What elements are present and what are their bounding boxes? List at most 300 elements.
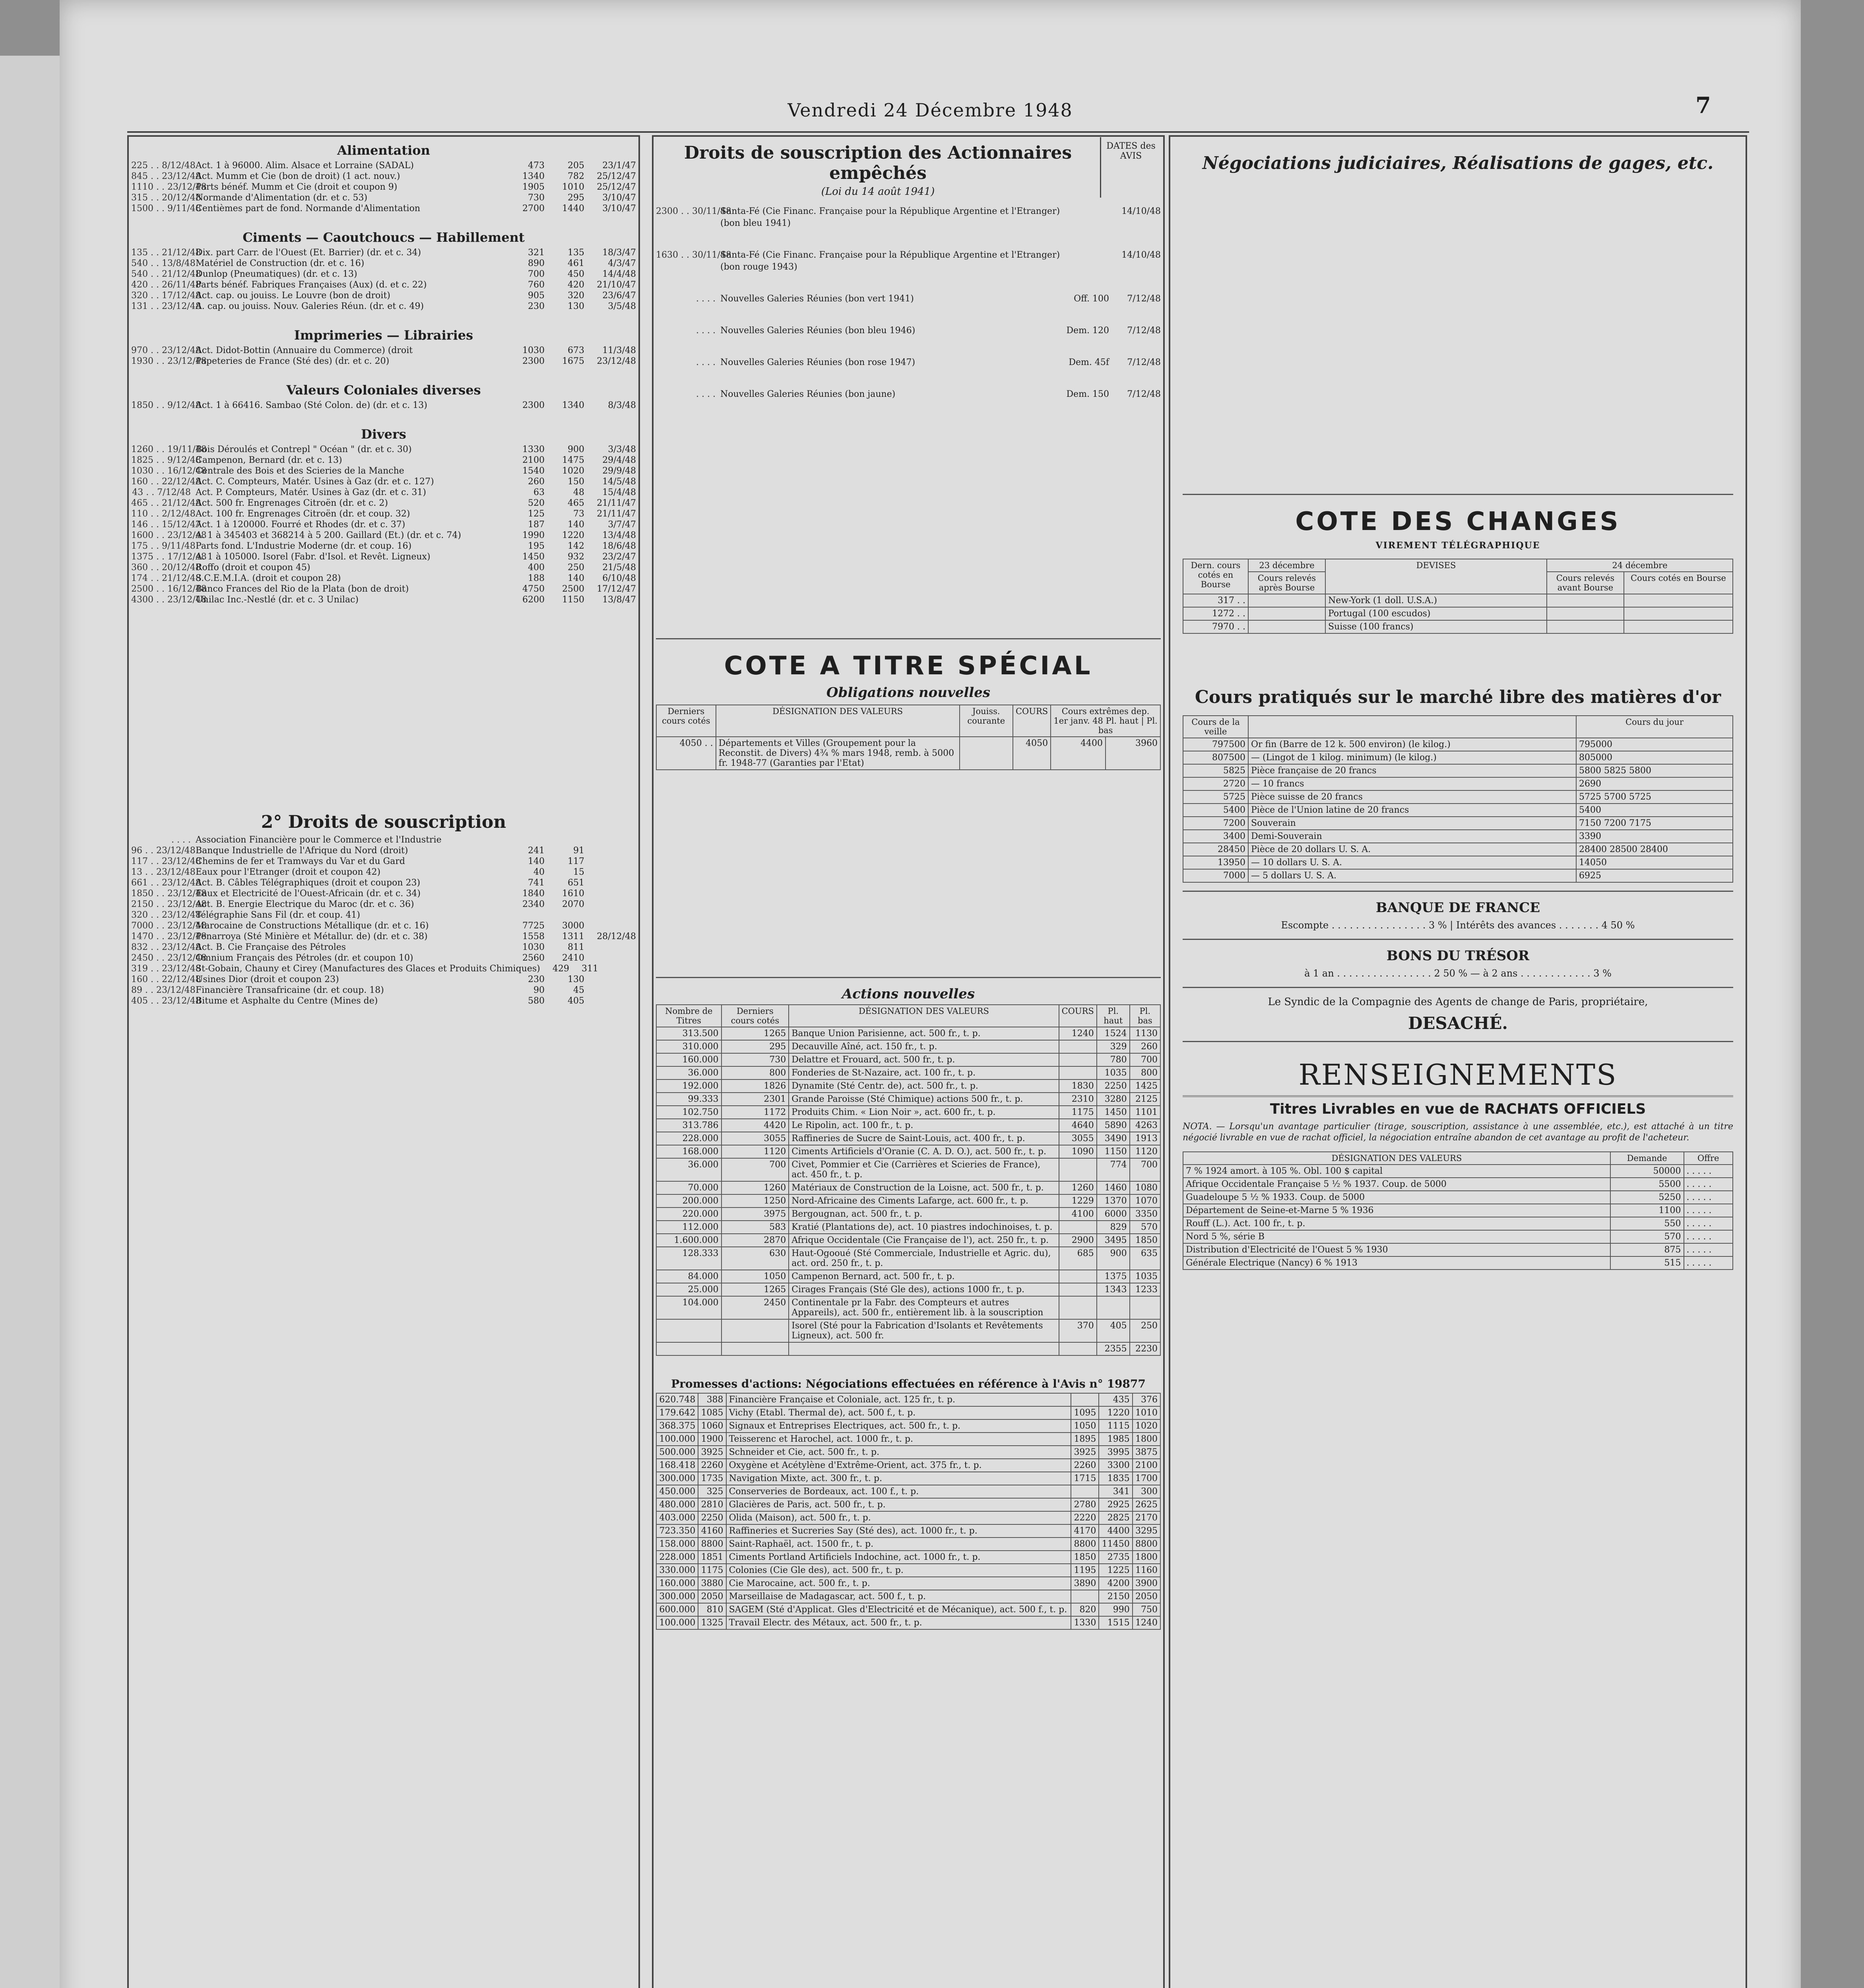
row-low: 295: [568, 193, 584, 203]
table-cell: — 10 dollars U. S. A.: [1248, 856, 1576, 869]
table-cell: 2220: [1071, 1511, 1099, 1524]
row-date: 320 . . 23/12/48: [131, 910, 201, 920]
table-cell: Schneider et Cie, act. 500 fr., t. p.: [726, 1446, 1071, 1459]
ciments-section: [131, 230, 636, 312]
table-cell: 5400: [1576, 804, 1733, 817]
table-cell: Nord 5 %, série B: [1183, 1230, 1610, 1243]
table-cell: 1101: [1130, 1106, 1160, 1119]
table-cell: 1070: [1130, 1194, 1160, 1208]
table-row: [1183, 751, 1733, 764]
row-title: Dunlop (Pneumatiques) (dr. et c. 13): [196, 269, 357, 279]
row-date: . . . .: [696, 357, 716, 367]
row-date-extreme: [584, 910, 636, 920]
table-cell: 800: [1130, 1066, 1160, 1079]
table-cell: 3295: [1133, 1524, 1160, 1538]
table-header: Pl. haut: [1097, 1005, 1130, 1027]
table-row: [1183, 764, 1733, 777]
row-date: 1500 . . 9/11/48: [131, 204, 201, 214]
row-date: 540 . . 21/12/48: [131, 269, 201, 279]
list-item: [131, 573, 636, 584]
table-row: [656, 1319, 1160, 1342]
table-cell: 300: [1133, 1485, 1160, 1498]
row-date-extreme: 4/3/47: [608, 258, 636, 268]
row-title: Matériel de Construction (dr. et c. 16): [196, 258, 365, 268]
row-high: 905: [528, 291, 545, 301]
table-cell: Grande Paroisse (Sté Chimique) actions 500 fr., t. p.: [789, 1093, 1059, 1106]
table-cell: Souverain: [1248, 817, 1576, 830]
table-cell: 990: [1099, 1603, 1132, 1616]
table-cell: [1059, 1296, 1097, 1319]
table-cell: 1260: [722, 1181, 789, 1194]
list-item: [131, 455, 636, 466]
table-cell: 7200: [1183, 817, 1248, 830]
row-low: 117: [568, 856, 584, 866]
left-column: [131, 137, 636, 1988]
row-date-extreme: 3/3/48: [608, 445, 636, 454]
table-row: [1183, 1165, 1733, 1178]
section-title: Divers: [361, 427, 406, 442]
row-low: 900: [568, 445, 584, 454]
list-item: [656, 249, 1161, 273]
rule: [1183, 494, 1733, 495]
middle-column: [656, 137, 1161, 1988]
table-cell: 550: [1610, 1217, 1684, 1230]
table-header: DÉSIGNATION DES VALEURS: [716, 705, 960, 737]
table-cell: 810: [698, 1603, 726, 1616]
table-row: [1183, 1230, 1733, 1243]
table-row: [656, 1221, 1160, 1234]
table-cell: 1160: [1133, 1564, 1160, 1577]
row-date-extreme: 11/3/48: [602, 346, 636, 355]
table-row: [1183, 843, 1733, 856]
table-cell: Navigation Mixte, act. 300 fr., t. p.: [726, 1472, 1071, 1485]
table-cell: Glacières de Paris, act. 500 fr., t. p.: [726, 1498, 1071, 1511]
row-date: 2450 . . 23/12/48: [131, 953, 207, 963]
table-cell: 1375: [1097, 1270, 1130, 1283]
list-item: [131, 594, 636, 605]
row-high: 195: [528, 541, 545, 551]
row-date: 1850 . . 23/12/48: [131, 889, 207, 899]
table-cell: 1343: [1097, 1283, 1130, 1296]
rule: [1183, 939, 1733, 940]
row-low: 932: [568, 552, 584, 562]
row-date: 1110 . . 23/12/48: [131, 182, 207, 192]
table-cell: 5725: [1183, 790, 1248, 804]
row-low: [545, 835, 584, 845]
table-cell: 780: [1097, 1053, 1130, 1066]
row-date-extreme: 3/5/48: [608, 301, 636, 311]
table-cell: 774: [1097, 1158, 1130, 1181]
row-title: A. 1 à 345403 et 368214 à 5 200. Gaillard (Et.) (dr. et c. 74): [196, 530, 461, 540]
row-date: 160 . . 22/12/48: [131, 477, 201, 487]
table-cell: 1800: [1133, 1551, 1160, 1564]
row-date: 405 . . 23/12/48: [131, 996, 201, 1006]
row-title: Act. B. Energie Electrique du Maroc (dr. et c. 36): [196, 899, 414, 909]
table-cell: [1547, 620, 1624, 633]
table-cell: 100.000: [656, 1433, 698, 1446]
table-cell: 630: [722, 1247, 789, 1270]
row-date-extreme: 13/8/47: [602, 595, 636, 605]
table-cell: 1172: [722, 1106, 789, 1119]
promesses-title: Promesses d'actions: Négociations effectuées en référence à l'Avis n° 19877: [671, 1377, 1146, 1390]
table-cell: 4170: [1071, 1524, 1099, 1538]
row-high: 473: [528, 161, 545, 171]
row-date-extreme: [584, 867, 636, 878]
table-header: Derniers cours cotés: [656, 705, 716, 737]
table-row: [1183, 620, 1733, 633]
row-high: 2300: [522, 356, 545, 366]
section-title: Valeurs Coloniales diverses: [286, 382, 481, 398]
table-cell: 1050: [1071, 1419, 1099, 1433]
table-cell: 36.000: [656, 1158, 722, 1181]
table-cell: 2125: [1130, 1093, 1160, 1106]
table-cell: Delattre et Frouard, act. 500 fr., t. p.: [789, 1053, 1059, 1066]
table-cell: [1547, 607, 1624, 620]
table-cell: 50000: [1610, 1165, 1684, 1178]
table-cell: 1826: [722, 1079, 789, 1093]
table-cell: 1895: [1071, 1433, 1099, 1446]
table-row: [656, 1158, 1160, 1181]
table-cell: [1071, 1485, 1099, 1498]
list-item: [131, 963, 636, 974]
table-cell: 570: [1610, 1230, 1684, 1243]
table-cell: . . . . .: [1684, 1165, 1733, 1178]
table-row: [1183, 790, 1733, 804]
row-title: Financière Transafricaine (dr. et coup. 18): [196, 985, 384, 995]
row-date-extreme: 3/10/47: [602, 204, 636, 214]
row-high: 321: [528, 248, 545, 258]
row-date: 2150 . . 23/12/48: [131, 899, 207, 909]
table-cell: Pièce française de 20 francs: [1248, 764, 1576, 777]
imprimeries-section: [131, 328, 636, 367]
row-date: 1825 . . 9/12/48: [131, 455, 201, 465]
row-avis-date: 14/10/48: [1121, 250, 1161, 260]
row-high: 241: [528, 846, 545, 856]
table-cell: [1097, 1296, 1130, 1319]
row-high: 1340: [522, 171, 545, 181]
banque-title: BANQUE DE FRANCE: [1375, 900, 1540, 916]
table-row: [656, 1577, 1160, 1590]
rule: [1183, 1041, 1733, 1042]
list-item: [131, 910, 636, 920]
list-item: [131, 280, 636, 290]
table-cell: 260: [1130, 1040, 1160, 1053]
table-cell: 1800: [1133, 1433, 1160, 1446]
row-low: 73: [573, 509, 584, 519]
table-row: [656, 1145, 1160, 1158]
table-cell: 1115: [1099, 1419, 1132, 1433]
list-item: [131, 182, 636, 192]
table-cell: 2780: [1071, 1498, 1099, 1511]
row-title: Act. cap. ou jouiss. Le Louvre (bon de droit): [196, 291, 390, 301]
table-cell: Ciments Portland Artificiels Indochine, act. 1000 fr., t. p.: [726, 1551, 1071, 1564]
table-cell: 1035: [1097, 1066, 1130, 1079]
right-column: [1175, 137, 1741, 1988]
row-low: 811: [568, 942, 584, 952]
table-cell: [789, 1342, 1059, 1355]
table-row: [1183, 830, 1733, 843]
row-date-extreme: 18/3/47: [602, 248, 636, 258]
row-low: 320: [568, 291, 584, 301]
row-avis-date: 7/12/48: [1127, 294, 1161, 304]
col-derniers: Dern. cours cotés en Bourse: [1183, 559, 1248, 594]
row-title: Nouvelles Galeries Réunies (bon bleu 1946): [720, 326, 916, 336]
row-date: 135 . . 21/12/48: [131, 248, 201, 258]
row-low: 48: [573, 487, 584, 497]
list-item: [656, 388, 1161, 400]
row-date-extreme: [584, 996, 636, 1006]
row-high: [505, 835, 545, 845]
table-cell: 700: [722, 1158, 789, 1181]
table-header: DÉSIGNATION DES VALEURS: [789, 1005, 1059, 1027]
table-header: DÉSIGNATION DES VALEURS: [1183, 1152, 1610, 1165]
table-cell: 2050: [1133, 1590, 1160, 1603]
row-date-extreme: 29/9/48: [602, 466, 636, 476]
row-date-extreme: [584, 953, 636, 963]
table-cell: Le Ripolin, act. 100 fr., t. p.: [789, 1119, 1059, 1132]
list-item: [131, 466, 636, 476]
table-cell: [1130, 1296, 1160, 1319]
table-cell: Saint-Raphaël, act. 1500 fr., t. p.: [726, 1538, 1071, 1551]
row-date-extreme: 21/11/47: [597, 498, 636, 508]
table-cell: . . . . .: [1684, 1243, 1733, 1256]
table-cell: 2100: [1133, 1459, 1160, 1472]
rule: [1183, 987, 1733, 988]
row-title: Eaux pour l'Etranger (droit et coupon 42): [196, 867, 381, 877]
row-date-extreme: 29/4/48: [602, 455, 636, 465]
row-date-extreme: [584, 845, 636, 856]
table-row: [1183, 607, 1733, 620]
table-row: [656, 1485, 1160, 1498]
table-header: Jouiss. courante: [960, 705, 1013, 737]
row-title: Act. B. Câbles Télégraphiques (droit et coupon 23): [196, 878, 421, 888]
list-item: [131, 498, 636, 509]
table-cell: 2870: [722, 1234, 789, 1247]
table-cell: 1085: [698, 1406, 726, 1419]
table-cell: 2810: [698, 1498, 726, 1511]
section-title: 2° Droits de souscription: [261, 812, 506, 832]
table-row: [1183, 1243, 1733, 1256]
row-low: 673: [568, 346, 584, 355]
table-cell: 5800 5825 5800: [1576, 764, 1733, 777]
table-row: [656, 1419, 1160, 1433]
changes-title: COTE DES CHANGES: [1295, 507, 1621, 536]
list-item: [131, 867, 636, 878]
obligations-table: [656, 705, 1161, 770]
table-cell: 310.000: [656, 1040, 722, 1053]
table-cell: Département de Seine-et-Marne 5 % 1936: [1183, 1204, 1610, 1217]
table-cell: 2170: [1133, 1511, 1160, 1524]
table-cell: 1851: [698, 1551, 726, 1564]
table-cell: 1460: [1097, 1181, 1130, 1194]
row-date-extreme: 3/7/47: [608, 520, 636, 530]
table-cell: 1220: [1099, 1406, 1132, 1419]
table-row: [656, 737, 1160, 770]
table-cell: 1850: [1071, 1551, 1099, 1564]
actions-nouvelles-table: [656, 1004, 1161, 1356]
row-date-extreme: 6/10/48: [602, 573, 636, 583]
list-item: [131, 584, 636, 594]
row-date: 661 . . 23/12/48: [131, 878, 201, 888]
table-cell: 2625: [1133, 1498, 1160, 1511]
table-cell: . . . . .: [1684, 1204, 1733, 1217]
table-cell: 820: [1071, 1603, 1099, 1616]
table-cell: 1195: [1071, 1564, 1099, 1577]
row-high: 2560: [522, 953, 545, 963]
row-low: 450: [568, 269, 584, 279]
row-title: Unilac Inc.-Nestlé (dr. et c. 3 Unilac): [196, 595, 359, 605]
col-devises: DEVISES: [1325, 559, 1547, 594]
table-cell: Signaux et Entreprises Electriques, act. 500 fr., t. p.: [726, 1419, 1071, 1433]
col-23b: Cours relevés après Bourse: [1248, 572, 1325, 594]
table-cell: — 10 francs: [1248, 777, 1576, 790]
table-cell: 2250: [1097, 1079, 1130, 1093]
table-row: [656, 1551, 1160, 1564]
table-row: [1183, 594, 1733, 607]
row-low: 420: [568, 280, 584, 290]
table-cell: 600.000: [656, 1603, 698, 1616]
table-cell: 2260: [1071, 1459, 1099, 1472]
table-cell: 807500: [1183, 751, 1248, 764]
row-low: 651: [568, 878, 584, 888]
divers-section: [131, 427, 636, 605]
list-item: [131, 400, 636, 411]
row-title: Act. Mumm et Cie (bon de droit) (1 act. nouv.): [196, 171, 400, 181]
droits-empeches-section: [656, 137, 1161, 630]
or-table: [1183, 715, 1733, 883]
row-low: 1610: [562, 889, 584, 899]
promesses-table: [656, 1393, 1161, 1630]
row-title: Act. P. Compteurs, Matér. Usines à Gaz (dr. et c. 31): [196, 487, 427, 497]
row-value: Dem. 45f: [1069, 357, 1109, 367]
table-cell: 7970 . .: [1183, 620, 1248, 633]
row-low: 140: [568, 520, 584, 530]
table-cell: [722, 1342, 789, 1355]
row-date: 146 . . 15/12/47: [131, 520, 201, 530]
table-cell: 8800: [698, 1538, 726, 1551]
row-title: Omnium Français des Pétroles (dr. et coupon 10): [196, 953, 413, 963]
list-item: [131, 290, 636, 301]
table-row: [656, 1093, 1160, 1106]
table-row: [1183, 1256, 1733, 1270]
table-cell: 1010: [1133, 1406, 1160, 1419]
table-cell: 1060: [698, 1419, 726, 1433]
row-title: Act. 1 à 66416. Sambao (Sté Colon. de) (dr. et c. 13): [196, 400, 427, 410]
col-veille: Cours de la veille: [1183, 716, 1248, 738]
table-cell: 2230: [1130, 1342, 1160, 1355]
droits-section: [131, 812, 636, 1006]
row-date: 845 . . 23/12/48: [131, 171, 201, 181]
table-cell: Afrique Occidentale Française 5 ½ % 1937. Coup. de 5000: [1183, 1178, 1610, 1191]
table-cell: 3280: [1097, 1093, 1130, 1106]
row-title: Marocaine de Constructions Métallique (dr. et c. 16): [196, 921, 429, 931]
table-row: [656, 1040, 1160, 1053]
table-cell: 3890: [1071, 1577, 1099, 1590]
table-row: [656, 1194, 1160, 1208]
table-row: [656, 1393, 1160, 1406]
table-row: [1183, 804, 1733, 817]
table-cell: 2260: [698, 1459, 726, 1472]
row-date: 2500 . . 16/12/48: [131, 584, 207, 594]
bons-line: à 1 an . . . . . . . . . . . . . . . . 2 50 % — à 2 ans . . . . . . . . . . . . 3 %: [1304, 968, 1612, 979]
table-cell: 5500: [1610, 1178, 1684, 1191]
table-cell: Raffineries et Sucreries Say (Sté des), act. 1000 fr., t. p.: [726, 1524, 1071, 1538]
row-date: . . . .: [696, 326, 716, 336]
row-low: 1220: [562, 530, 584, 540]
table-cell: . . . . .: [1684, 1230, 1733, 1243]
table-row: [656, 1234, 1160, 1247]
row-date-extreme: [584, 985, 636, 996]
list-item: [131, 247, 636, 258]
row-date-extreme: [598, 963, 636, 974]
table-row: [656, 1106, 1160, 1119]
table-cell: 5250: [1610, 1191, 1684, 1204]
table-cell: Départements et Villes (Groupement pour la Reconstit. de Divers) 4¾ % mars 1948, remb. à 5000 fr. 1948-77 (Garanties par l'Etat): [716, 737, 960, 770]
table-cell: Raffineries de Sucre de Saint-Louis, act. 400 fr., t. p.: [789, 1132, 1059, 1145]
row-title: Santa-Fé (Cie Financ. Française pour la République Argentine et l'Etranger) (bon rouge 1943): [720, 250, 1060, 272]
row-date: 1850 . . 9/12/48: [131, 400, 201, 410]
row-title: Chemins de fer et Tramways du Var et du Gard: [196, 856, 405, 866]
row-low: 2410: [562, 953, 584, 963]
row-low: 130: [568, 975, 584, 984]
table-cell: 329: [1097, 1040, 1130, 1053]
table-cell: 300.000: [656, 1590, 698, 1603]
row-date: 320 . . 17/12/48: [131, 291, 201, 301]
row-date-extreme: [584, 878, 636, 888]
table-cell: 3925: [1071, 1446, 1099, 1459]
table-cell: 325: [698, 1485, 726, 1498]
table-cell: 28400 28500 28400: [1576, 843, 1733, 856]
row-date: 360 . . 20/12/48: [131, 563, 201, 573]
list-item: [131, 551, 636, 562]
table-row: [1183, 738, 1733, 751]
row-title: Act. 100 fr. Engrenages Citroën (dr. et coup. 32): [196, 509, 410, 519]
table-cell: 330.000: [656, 1564, 698, 1577]
table-cell: 8800: [1133, 1538, 1160, 1551]
table-row: [1183, 817, 1733, 830]
table-cell: 4200: [1099, 1577, 1132, 1590]
row-low: 140: [568, 573, 584, 583]
row-high: 400: [528, 563, 545, 573]
list-item: [131, 487, 636, 498]
table-cell: 2900: [1059, 1234, 1097, 1247]
row-high: 1840: [522, 889, 545, 899]
list-item: [131, 258, 636, 269]
list-item: [131, 835, 636, 845]
row-date: 13 . . 23/12/48: [131, 867, 196, 877]
row-date-extreme: 3/10/47: [602, 193, 636, 203]
row-date: 174 . . 21/12/48: [131, 573, 201, 583]
table-cell: 3390: [1576, 830, 1733, 843]
table-cell: 179.642: [656, 1406, 698, 1419]
list-item: [131, 974, 636, 985]
row-date: 1630 . . 30/11/48: [656, 250, 731, 260]
list-item: [131, 878, 636, 888]
table-cell: Marseillaise de Madagascar, act. 500 f., t. p.: [726, 1590, 1071, 1603]
table-cell: 112.000: [656, 1221, 722, 1234]
row-title: Association Financière pour le Commerce et l'Industrie: [196, 835, 442, 845]
table-cell: 313.500: [656, 1027, 722, 1040]
row-low: 2070: [562, 899, 584, 909]
table-cell: 2250: [698, 1511, 726, 1524]
table-cell: 5725 5700 5725: [1576, 790, 1733, 804]
row-date: 1260 . . 19/11/48: [131, 445, 207, 454]
table-cell: Continentale pr la Fabr. des Compteurs et autres Appareils), act. 500 fr., entièrement lib. à la souscription: [789, 1296, 1059, 1319]
table-cell: 5890: [1097, 1119, 1130, 1132]
list-item: [131, 160, 636, 171]
row-date-extreme: 14/4/48: [602, 269, 636, 279]
table-cell: 1090: [1059, 1145, 1097, 1158]
